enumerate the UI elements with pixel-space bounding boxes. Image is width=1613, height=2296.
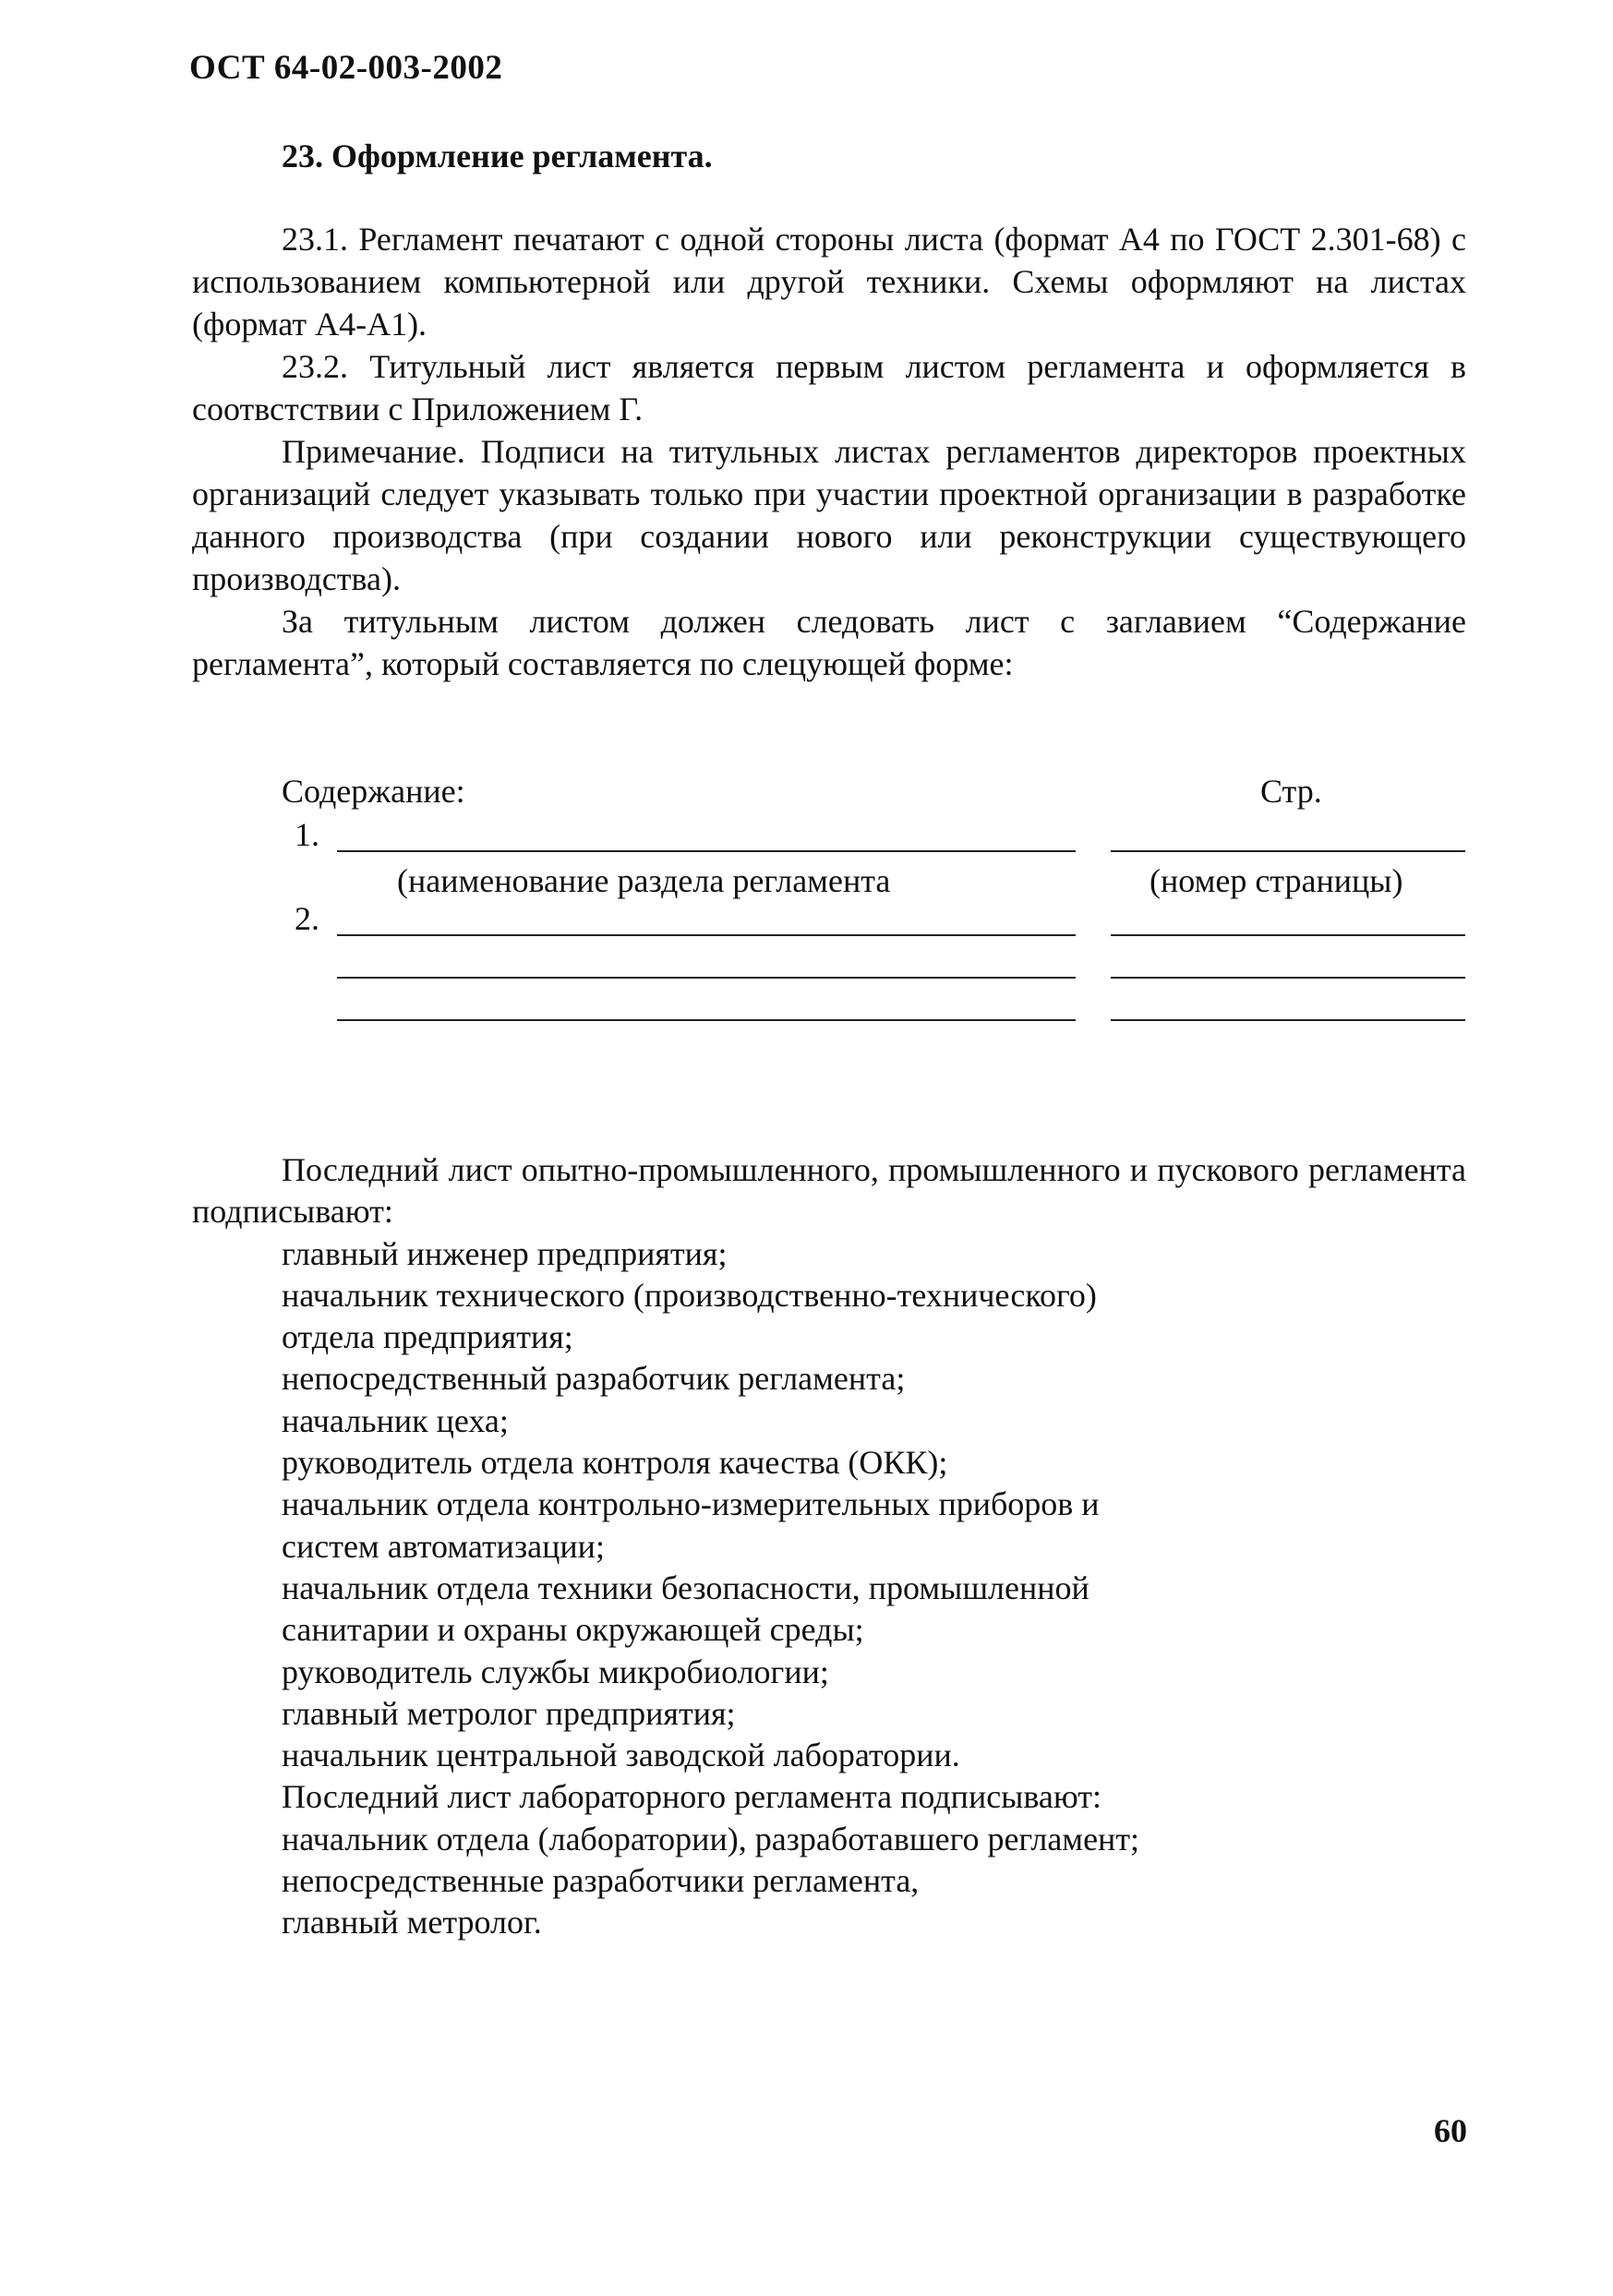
signatory-item: начальник цеха; xyxy=(282,1401,509,1439)
page-number-line-4 xyxy=(1111,1019,1465,1021)
paragraph-23-2: 23.2. Титульный лист является первым листом регламента и оформляется в соотвстствии с Приложением Г. xyxy=(192,348,1466,427)
section-title: 23. Оформление регламента. xyxy=(282,138,713,174)
paragraph-23-1: 23.1. Регламент печатают с одной стороны листа (формат А4 по ГОСТ 2.301-68) с использованием компьютерной или другой техники. Схемы оформляют на листах (формат А4-А1). xyxy=(192,221,1466,343)
page-number-line-1 xyxy=(1111,850,1465,852)
signatory-item: руководитель службы микробиологии; xyxy=(282,1653,829,1690)
signatory-item: начальник центральной заводской лаборатории. xyxy=(282,1737,960,1774)
body-text xyxy=(192,218,1466,685)
page-number: 60 xyxy=(1434,2112,1467,2149)
section-name-line-1 xyxy=(337,850,1076,852)
signatory-item: непосредственные разработчики регламента, xyxy=(282,1862,920,1900)
signatories-intro: Последний лист опытно-промышленного, промышленного и пускового регламента подписывают: xyxy=(192,1151,1466,1231)
row-number-1: 1. xyxy=(295,816,319,853)
page-label: Стр. xyxy=(1260,773,1322,810)
signatory-item: руководитель отдела контроля качества (ОКК); xyxy=(282,1444,948,1482)
section-name-line-4 xyxy=(337,1019,1076,1021)
signatory-item: систем автоматизации; xyxy=(282,1527,605,1565)
signatory-item: главный метролог. xyxy=(282,1904,542,1941)
section-name-caption: (наименование раздела регламента xyxy=(397,862,891,899)
document-code: ОСТ 64-02-003-2002 xyxy=(189,49,503,87)
page-number-caption: (номер страницы) xyxy=(1150,862,1403,899)
signatories-block xyxy=(192,1149,1466,1944)
paragraph-contents-intro: За титульным листом должен следовать лист с заглавием “Содержание регламента”, который составляется по слецующей форме: xyxy=(192,603,1466,682)
signatory-item: непосредственный разработчик регламента; xyxy=(282,1360,906,1398)
signatory-item: начальник отдела техники безопасности, промышленной xyxy=(282,1569,1089,1606)
signatory-item: главный метролог предприятия; xyxy=(282,1694,736,1732)
signatory-item: начальник отдела контрольно-измерительных приборов и xyxy=(282,1485,1100,1523)
row-number-2: 2. xyxy=(295,900,319,937)
signatory-item: начальник отдела (лаборатории), разработавшего регламент; xyxy=(282,1820,1140,1857)
lab-signatories-intro: Последний лист лабораторного регламента подписывают: xyxy=(282,1778,1102,1816)
contents-label: Содержание: xyxy=(282,773,465,810)
section-name-line-2 xyxy=(337,934,1076,936)
signatory-item: начальник технического (производственно-технического) xyxy=(282,1276,1097,1314)
paragraph-note: Примечание. Подписи на титульных листах регламентов директоров проектных организаций следует указывать только при участии проектной организации в разработке данного производства (при создании нового или реконструкции существующего производства). xyxy=(192,433,1466,597)
page-number-line-3 xyxy=(1111,977,1465,979)
contents-form-template xyxy=(282,772,1482,1040)
page-number-line-2 xyxy=(1111,934,1465,936)
signatory-item: отдела предприятия; xyxy=(282,1318,573,1356)
signatory-item: главный инженер предприятия; xyxy=(282,1234,728,1272)
signatory-item: санитарии и охраны окружающей среды; xyxy=(282,1611,864,1649)
section-name-line-3 xyxy=(337,977,1076,979)
